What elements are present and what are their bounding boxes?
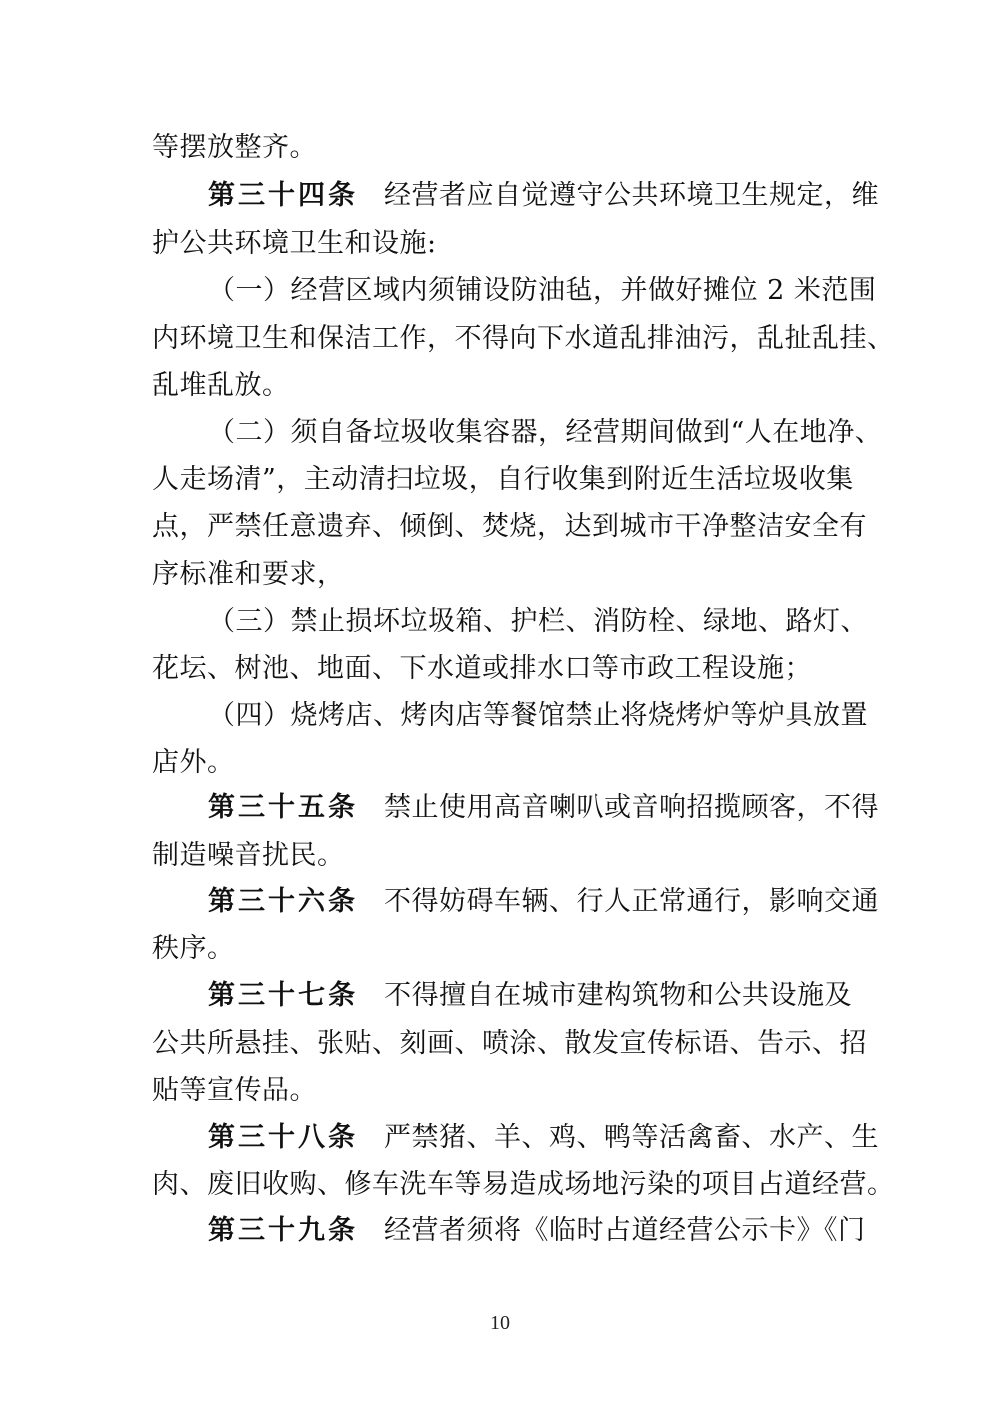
text-line: 贴等宣传品。	[152, 1075, 317, 1106]
text-line: （二）须自备垃圾收集容器，经营期间做到“人在地净、	[208, 417, 883, 448]
article-heading: 第三十五条	[208, 792, 358, 823]
text-line: （一）经营区域内须铺设防油毡，并做好摊位 2 米范围	[208, 275, 877, 306]
text-line: 不得擅自在城市建构筑物和公共设施及	[384, 980, 853, 1011]
article-36-line	[208, 882, 879, 922]
text-line: （三）禁止损坏垃圾箱、护栏、消防栓、绿地、路灯、	[208, 606, 868, 637]
article-34-line	[208, 176, 879, 216]
text-line: 乱堆乱放。	[152, 370, 290, 401]
text-line: 花坛、树池、地面、下水道或排水口等市政工程设施；	[152, 653, 812, 684]
text-line: 经营者须将《临时占道经营公示卡》《门	[384, 1215, 866, 1246]
article-38-line	[208, 1118, 879, 1158]
text-line: 经营者应自觉遵守公共环境卫生规定，维	[384, 180, 879, 211]
article-heading: 第三十六条	[208, 886, 358, 917]
article-39-line	[208, 1211, 866, 1251]
text-line: 制造噪音扰民。	[152, 840, 345, 871]
text-line: 内环境卫生和保洁工作，不得向下水道乱排油污，乱扯乱挂、	[152, 323, 895, 354]
text-line: 不得妨碍车辆、行人正常通行，影响交通	[384, 886, 879, 917]
text-line: 禁止使用高音喇叭或音响招揽顾客，不得	[384, 792, 879, 823]
page-number: 10	[490, 1312, 510, 1334]
text-line: 严禁猪、羊、鸡、鸭等活禽畜、水产、生	[384, 1122, 879, 1153]
text-line: 公共所悬挂、张贴、刻画、喷涂、散发宣传标语、告示、招	[152, 1028, 867, 1059]
text-line: 人走场清”，主动清扫垃圾，自行收集到附近生活垃圾收集	[152, 464, 854, 495]
article-heading: 第三十七条	[208, 980, 359, 1011]
article-37-line	[208, 976, 852, 1016]
text-line: 护公共环境卫生和设施:	[152, 228, 437, 259]
article-heading: 第三十四条	[208, 180, 358, 211]
text-line: 店外。	[152, 747, 235, 778]
text-line: 肉、废旧收购、修车洗车等易造成场地污染的项目占道经营。	[152, 1169, 895, 1200]
text-line: 序标准和要求，	[152, 559, 345, 590]
article-heading: 第三十九条	[208, 1215, 358, 1246]
text-line: （四）烧烤店、烤肉店等餐馆禁止将烧烤炉等炉具放置	[208, 700, 868, 731]
article-heading: 第三十八条	[208, 1122, 358, 1153]
article-35-line	[208, 788, 879, 828]
text-line: 秩序。	[152, 933, 235, 964]
text-line: 点，严禁任意遗弃、倾倒、焚烧，达到城市干净整洁安全有	[152, 511, 867, 542]
text-line: 等摆放整齐。	[152, 132, 317, 163]
